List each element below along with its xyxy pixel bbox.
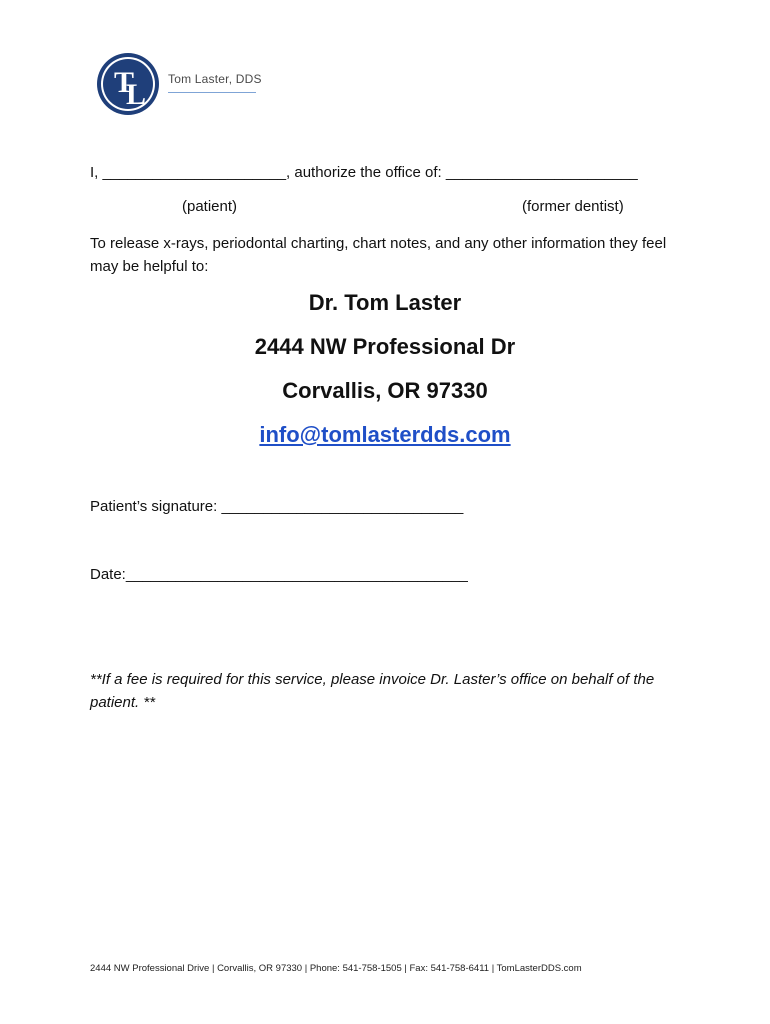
recipient-name: Dr. Tom Laster xyxy=(308,290,462,315)
tl-monogram-icon xyxy=(96,52,160,116)
patient-signature-line: Patient’s signature: _____________________________ xyxy=(90,498,464,515)
footer-contact: 2444 NW Professional Drive | Corvallis, OR 97330 | Phone: 541-758-1505 | Fax: 541-758-6411 | TomLasterDDS.com xyxy=(90,963,582,974)
release-text: To release x-rays, periodontal charting, chart notes, and any other information they feel may be helpful to: xyxy=(90,235,667,275)
brand-name: Tom Laster, DDS xyxy=(168,72,262,86)
brand-underline xyxy=(168,92,256,93)
patient-label: (patient) xyxy=(182,198,238,215)
authorize-line: I, ______________________, authorize the office of: _______________________ xyxy=(90,164,638,181)
date-line: Date:_________________________________________ xyxy=(90,566,468,583)
svg-text:L: L xyxy=(126,78,147,111)
fee-note: **If a fee is required for this service, please invoice Dr. Laster’s office on behalf of the patient. ** xyxy=(90,671,655,711)
recipient-address: 2444 NW Professional Dr xyxy=(254,334,516,359)
recipient-city: Corvallis, OR 97330 xyxy=(282,378,488,403)
former-dentist-label: (former dentist) xyxy=(522,198,624,215)
recipient-email-link[interactable]: info@tomlasterdds.com xyxy=(259,422,511,447)
svg-text:T: T xyxy=(114,66,135,99)
